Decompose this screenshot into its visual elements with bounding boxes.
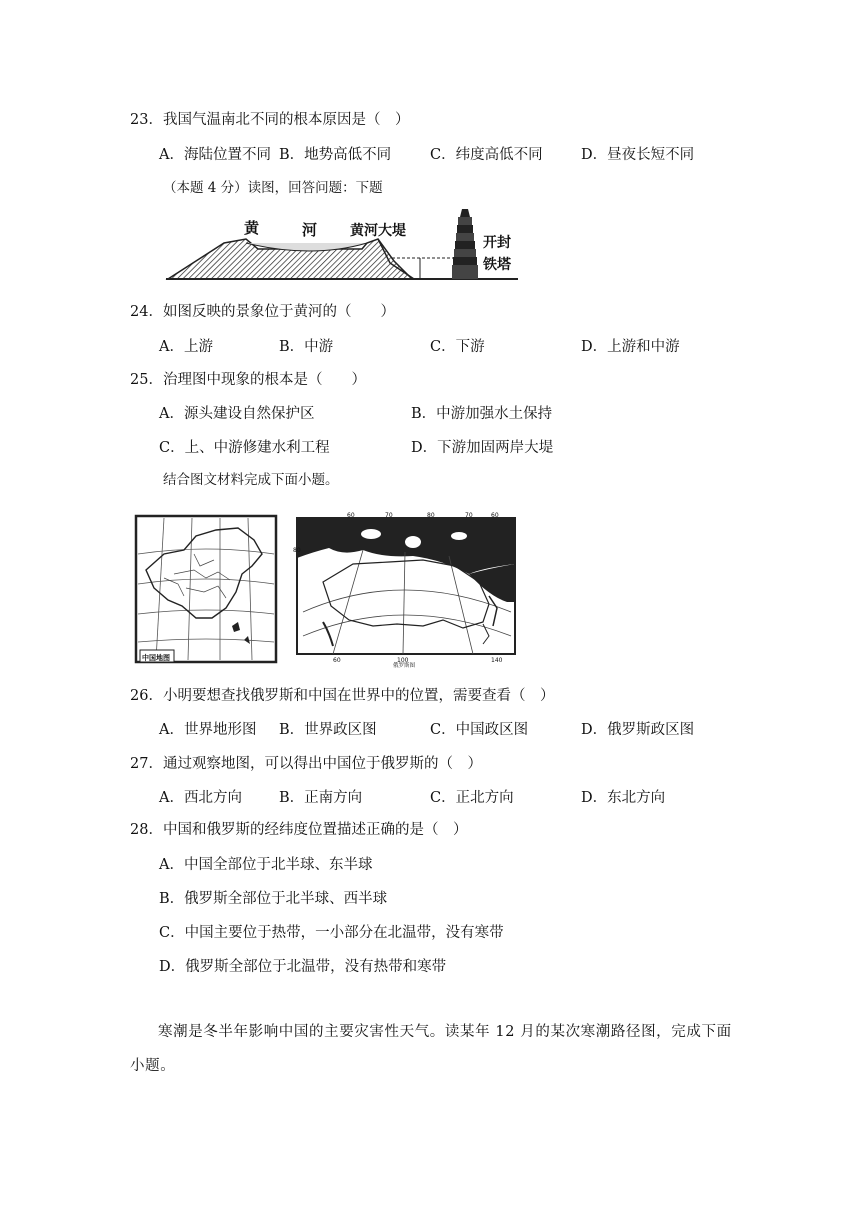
q27-stem: 27．通过观察地图，可以得出中国位于俄罗斯的（ ） [130,756,482,772]
q27-option-d: D．东北方向 [581,790,666,806]
russia-map-figure [293,512,519,668]
q25-stem: 25．治理图中现象的根本是（ ） [130,372,366,388]
q25-option-d: D．下游加固两岸大堤 [411,440,554,456]
russia-map-caption: 俄罗斯图 [393,663,416,668]
russia-map [293,512,519,668]
q25-option-b: B．中游加强水土保持 [411,406,553,422]
label-iron-tower: 铁塔 [483,257,511,273]
russia-tick-side: 80 [293,547,301,554]
iron-tower-icon [452,209,478,279]
russia-tick-bottom-2: 100 [397,657,409,664]
q24-stem: 24．如图反映的景象位于黄河的（ ） [130,304,395,320]
q27-option-c: C．正北方向 [430,790,514,806]
q24-option-c: C．下游 [430,339,485,355]
q28-option-d: D．俄罗斯全部位于北温带，没有热带和寒带 [159,959,447,975]
q28-option-b: B．俄罗斯全部位于北半球、西半球 [159,891,388,907]
q26-option-a: A．世界地形图 [159,722,257,738]
q26-option-d: D．俄罗斯政区图 [581,722,695,738]
label-kaifeng: 开封 [483,235,511,251]
russia-tick-top-3: 80 [427,512,435,519]
china-map [134,514,278,664]
q23-option-d: D．昼夜长短不同 [581,147,695,163]
q23-option-a: A．海陆位置不同 [159,147,271,163]
label-yellow-river-dike: 黄河大堤 [350,223,406,239]
russia-tick-top-5: 60 [491,512,499,519]
q28-stem: 28．中国和俄罗斯的经纬度位置描述正确的是（ ） [130,822,468,838]
q26-option-c: C．中国政区图 [430,722,529,738]
q27-option-b: B．正南方向 [279,790,363,806]
intro-yellow-river: （本题 4 分）读图，回答问题：下题 [163,180,383,196]
q28-option-a: A．中国全部位于北半球、东半球 [159,857,373,873]
q23-stem: 23．我国气温南北不同的根本原因是（ ） [130,112,410,128]
yellow-river-figure [162,203,522,293]
russia-tick-bottom-3: 140 [491,657,503,664]
q28-option-c: C．中国主要位于热带，一小部分在北温带，没有寒带 [159,925,504,941]
q24-option-b: B．中游 [279,339,334,355]
russia-tick-bottom-1: 60 [333,657,341,664]
q26-option-b: B．世界政区图 [279,722,377,738]
q26-stem: 26．小明要想查找俄罗斯和中国在世界中的位置，需要查看（ ） [130,688,555,704]
q25-option-a: A．源头建设自然保护区 [159,406,315,422]
q24-option-d: D．上游和中游 [581,339,680,355]
q24-option-a: A．上游 [159,339,213,355]
label-huang: 黄 [244,219,260,237]
q27-option-a: A．西北方向 [159,790,242,806]
q25-option-c: C．上、中游修建水利工程 [159,440,330,456]
russia-tick-top-1: 60 [347,512,355,519]
china-map-figure [134,514,278,664]
cold-wave-intro: 寒潮是冬半年影响中国的主要灾害性天气。读某年 12 月的某次寒潮路径图，完成下面小题。 [130,1024,732,1074]
q23-option-b: B．地势高低不同 [279,147,392,163]
intro-maps: 结合图文材料完成下面小题。 [163,472,339,488]
russia-tick-top-4: 70 [465,512,473,519]
china-map-caption: 中国地图 [142,654,170,662]
russia-tick-top-2: 70 [385,512,393,519]
yellow-river-cross-section [162,203,522,293]
label-he: 河 [302,221,318,239]
q23-option-c: C．纬度高低不同 [430,147,543,163]
